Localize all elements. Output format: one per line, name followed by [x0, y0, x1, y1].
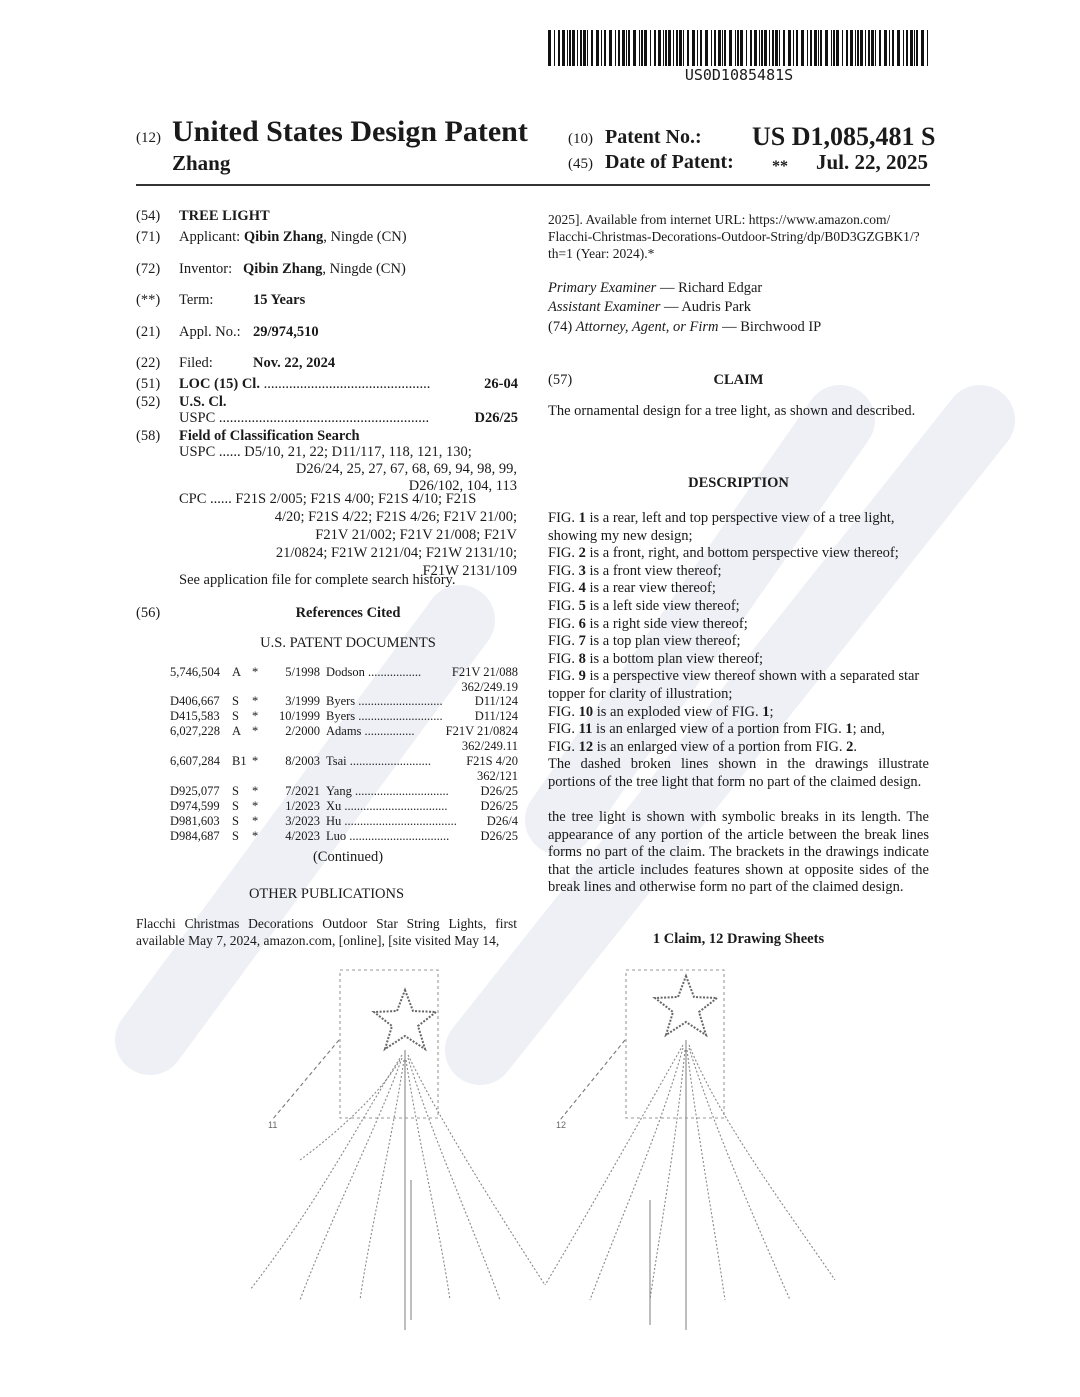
code: (21) — [136, 324, 161, 340]
location: , Ningde (CN) — [322, 261, 406, 277]
code: (**) — [136, 292, 161, 308]
fig-text: is a perspective view thereof shown with a separated star topper for clarity of illustration; — [548, 668, 920, 702]
cited-mark: * — [252, 814, 259, 828]
code: (74) — [548, 319, 573, 335]
ref-date: 5/1998 — [285, 665, 320, 679]
ref-date: 4/2023 — [285, 829, 320, 843]
patent-number: D974,599 — [170, 799, 220, 813]
label: Primary Examiner — [548, 280, 657, 296]
ref-numeral-12: 12 — [556, 1120, 567, 1130]
cpc-line: 4/20; F21S 4/22; F21S 4/26; F21V 21/00; — [274, 509, 517, 525]
ref-class: F21V 21/0824 — [445, 724, 518, 738]
patent-date: Jul. 22, 2025 — [816, 150, 929, 174]
leader: ........................... — [355, 694, 443, 708]
fig-word: FIG. — [548, 721, 579, 738]
cpc-line: 21/0824; F21W 2121/04; F21W 2131/10; — [275, 545, 517, 561]
leader: .................................... — [341, 814, 457, 828]
fig-text: is an enlarged view of a portion from FIG. — [593, 738, 847, 755]
code: (22) — [136, 355, 161, 371]
kind-code: A — [232, 724, 242, 738]
label: Filed: — [179, 355, 213, 371]
fig-word: FIG. — [548, 738, 579, 755]
fig-text: is an enlarged view of a portion from FIG. — [592, 721, 846, 738]
fig-number: 4 — [578, 580, 586, 597]
fig-number: 12 — [578, 738, 594, 755]
fig-end: ; — [769, 703, 774, 720]
ref-date: 7/2021 — [285, 784, 320, 798]
ref-class: F21S 4/20 — [466, 754, 518, 768]
kind-code: B1 — [232, 754, 247, 768]
fig-ref: 1 — [845, 721, 853, 738]
light-strands — [545, 1045, 835, 1300]
patent-number: 5,746,504 — [170, 665, 220, 679]
firm-name: Birchwood IP — [740, 319, 822, 335]
fig-number: 9 — [578, 668, 586, 685]
fig-text: is a bottom plan view thereof; — [585, 650, 764, 667]
fig-word: FIG. — [548, 650, 579, 667]
fig-text: is a rear, left and top perspective view of a tree light, showing my new design; — [548, 510, 895, 544]
cited-mark: * — [252, 694, 259, 708]
name: Dodson — [326, 665, 365, 679]
kind-code: S — [232, 694, 239, 708]
ref-class-2: 362/249.19 — [461, 680, 518, 694]
location: , Ningde (CN) — [323, 229, 407, 245]
fig-word: FIG. — [548, 668, 579, 685]
kind-code: S — [232, 829, 239, 843]
claims-sheets: 1 Claim, 12 Drawing Sheets — [652, 931, 825, 947]
name: Adams — [326, 724, 362, 738]
fig-ref: 2 — [846, 738, 854, 755]
fig-text: is a front view thereof; — [585, 562, 722, 579]
fig-number: 2 — [578, 545, 586, 562]
fig-text: is an exploded view of FIG. — [593, 703, 763, 720]
fig-text: is a top plan view thereof; — [585, 633, 741, 650]
date-label: Date of Patent: — [605, 151, 734, 173]
fig-word: FIG. — [548, 615, 579, 632]
examiner-name: Audris Park — [681, 299, 752, 315]
cited-mark: * — [252, 799, 259, 813]
ref-class: F21V 21/088 — [451, 665, 518, 679]
kind-code: A — [232, 665, 242, 679]
leader: ................................ — [346, 829, 450, 843]
assistant-examiner: Assistant Examiner — Audris Park — [548, 299, 752, 315]
ref-date: 3/1999 — [285, 694, 320, 708]
fig-word: FIG. — [548, 580, 579, 597]
name: Hu — [326, 814, 342, 828]
leader: .......................................................... — [215, 410, 430, 426]
uspc-line: D26/24, 25, 27, 67, 68, 69, 94, 98, 99, — [295, 461, 517, 477]
ref-class: D26/4 — [486, 814, 518, 828]
patent-number: D984,687 — [170, 829, 220, 843]
description-title: DESCRIPTION — [688, 475, 789, 491]
label: Applicant: — [179, 229, 241, 245]
code-57: (57) — [548, 372, 573, 388]
code: (56) — [136, 605, 161, 621]
leader: ................................. — [341, 799, 448, 813]
cpc-line: F21W 2131/109 — [422, 563, 517, 579]
star-topper — [655, 976, 717, 1035]
fig-number: 11 — [578, 721, 593, 738]
detail-box-12 — [626, 970, 724, 1118]
fig-word: FIG. — [548, 703, 579, 720]
date-mark: ** — [772, 158, 788, 175]
fig-word: FIG. — [548, 510, 579, 526]
attorney: (74) Attorney, Agent, or Firm — Birchwood IP — [548, 319, 822, 335]
code: (54) — [136, 208, 161, 224]
name: Byers — [326, 709, 356, 723]
fig-end: . — [853, 738, 858, 755]
star-topper — [374, 990, 436, 1049]
patent-number: D406,667 — [170, 694, 220, 708]
ref-date: 2/2000 — [285, 724, 320, 738]
label: Inventor: — [179, 261, 233, 277]
claim-text: The ornamental design for a tree light, as shown and described. — [548, 403, 916, 419]
document-type: United States Design Patent — [172, 115, 528, 148]
patent-number: 6,027,228 — [170, 724, 220, 738]
code-12: (12) — [136, 130, 161, 146]
ref-class: D26/25 — [480, 784, 518, 798]
kind-code: S — [232, 799, 239, 813]
us-docs-title: U.S. PATENT DOCUMENTS — [260, 635, 436, 651]
cpc-line: CPC ...... F21S 2/005; F21S 4/00; F21S 4/10; F21S — [179, 491, 477, 507]
patent-no-label: Patent No.: — [605, 126, 702, 148]
cited-mark: * — [252, 709, 259, 723]
fig-text: is a rear view thereof; — [585, 580, 716, 597]
patent-number: D925,077 — [170, 784, 220, 798]
filed-date: Nov. 22, 2024 — [253, 355, 336, 371]
tree-light-right — [545, 970, 835, 1330]
references-title: References Cited — [295, 605, 401, 621]
loc-value: 26-04 — [484, 376, 518, 392]
code: (58) — [136, 428, 161, 444]
fig-text: is a right side view thereof; — [585, 615, 748, 632]
kind-code: S — [232, 814, 239, 828]
fig-number: 10 — [578, 703, 594, 720]
label: LOC (15) Cl. — [179, 376, 260, 392]
examiner-name: Richard Edgar — [678, 280, 763, 296]
label: Field of Classification Search — [179, 428, 360, 444]
ref-date: 8/2003 — [285, 754, 320, 768]
kind-code: S — [232, 784, 239, 798]
breaks-paragraph: the tree light is shown with symbolic breaks in its length. The appearance of any portion of the article between the break lines forms no part of the claim. The brackets in the drawings indicate that the article includes features shown at opposite sides of the break lines and otherwise form no part of the claimed design. — [548, 809, 929, 896]
barcode-text: US0D1085481S — [684, 66, 794, 84]
other-pub-text: Flacchi Christmas Decorations Outdoor Star String Lights, first available May 7, 2024, amazon.com, [online], [site visited May 14, — [136, 916, 517, 948]
patent-number: D981,603 — [170, 814, 220, 828]
other-pub-continued: 2025]. Available from internet URL: https://www.amazon.com/ Flacchi-Christmas-Decorations-Outdoor-String/dp/B0D3GZGBK1/?th=1 (Year: 2024).* — [548, 212, 920, 261]
appl-no: 29/974,510 — [253, 324, 319, 340]
detail-box-11 — [340, 970, 438, 1118]
name: Xu — [326, 799, 342, 813]
leader: .......................... — [346, 754, 432, 768]
fig-end: ; and, — [852, 721, 885, 738]
ref-class-2: 362/249.11 — [461, 739, 518, 753]
uspc-line: USPC ...... D5/10, 21, 22; D11/117, 118, 121, 130; — [179, 444, 472, 460]
name: Tsai — [326, 754, 347, 768]
fig-text: is a left side view thereof; — [585, 597, 740, 614]
label: Attorney, Agent, or Firm — [575, 319, 719, 335]
fig-word: FIG. — [548, 597, 579, 614]
uspc-line: D26/102, 104, 113 — [408, 478, 517, 494]
name: Byers — [326, 694, 356, 708]
leader-line — [560, 1040, 625, 1120]
light-strands — [250, 1055, 545, 1300]
leader: .............................. — [351, 784, 449, 798]
term-value: 15 Years — [253, 292, 306, 308]
fig-text: is a front, right, and bottom perspective view thereof; — [585, 545, 899, 562]
cited-mark: * — [252, 724, 259, 738]
cited-mark: * — [252, 754, 259, 768]
ref-class: D11/124 — [474, 694, 518, 708]
label: U.S. Cl. — [179, 394, 227, 410]
uspc-value: D26/25 — [474, 410, 518, 426]
name: Luo — [326, 829, 347, 843]
kind-code: S — [232, 709, 239, 723]
fig-number: 7 — [578, 633, 586, 650]
ref-numeral-11: 11 — [268, 1120, 278, 1130]
code: (51) — [136, 376, 161, 392]
leader: .............................................. — [259, 376, 431, 392]
ref-class: D26/25 — [480, 799, 518, 813]
primary-examiner: Primary Examiner — Richard Edgar — [548, 280, 763, 296]
label: Assistant Examiner — [548, 299, 661, 315]
ref-date: 10/1999 — [279, 709, 320, 723]
code-45: (45) — [568, 156, 593, 172]
ref-date: 3/2023 — [285, 814, 320, 828]
name: Yang — [326, 784, 352, 798]
patent-number: US D1,085,481 S — [752, 122, 936, 151]
ref-class: D26/25 — [480, 829, 518, 843]
patent-number: 6,607,284 — [170, 754, 220, 768]
continued: (Continued) — [312, 849, 384, 865]
cited-mark: * — [252, 784, 259, 798]
fig-number: 8 — [578, 650, 586, 667]
cpc-line: F21V 21/002; F21V 21/008; F21V — [315, 527, 517, 543]
cited-mark: * — [252, 665, 259, 679]
ref-class: D11/124 — [474, 709, 518, 723]
label: USPC — [179, 410, 216, 426]
code-10: (10) — [568, 131, 593, 147]
fig-number: 6 — [578, 615, 586, 632]
search-note: See application file for complete search history. — [179, 572, 456, 588]
other-pubs-title: OTHER PUBLICATIONS — [248, 886, 405, 902]
title: TREE LIGHT — [179, 208, 270, 224]
tree-light-left — [250, 970, 545, 1330]
inventor-name: Qibin Zhang — [243, 261, 323, 277]
applicant-name: Qibin Zhang — [243, 229, 324, 245]
fig-number: 1 — [578, 510, 586, 526]
fig-number: 3 — [578, 562, 586, 579]
broken-lines-paragraph: The dashed broken lines shown in the drawings illustrate portions of the tree light that form no part of the claimed design. — [548, 756, 929, 790]
claim-title: CLAIM — [713, 372, 764, 388]
fig-word: FIG. — [548, 633, 579, 650]
code: (72) — [136, 261, 161, 277]
fig-number: 5 — [578, 597, 586, 614]
label: Term: — [179, 292, 214, 308]
inventor-short: Zhang — [172, 151, 231, 175]
fig-word: FIG. — [548, 562, 579, 579]
leader: ................ — [361, 724, 415, 738]
ref-class-2: 362/121 — [477, 769, 518, 783]
leader-line — [272, 1040, 339, 1120]
cited-mark: * — [252, 829, 259, 843]
code: (71) — [136, 229, 161, 245]
leader: ................. — [364, 665, 422, 679]
ref-date: 1/2023 — [285, 799, 320, 813]
label: Appl. No.: — [179, 324, 241, 340]
leader: ........................... — [355, 709, 443, 723]
code: (52) — [136, 394, 161, 410]
patent-number: D415,583 — [170, 709, 220, 723]
fig-ref: 1 — [762, 703, 770, 720]
fig-word: FIG. — [548, 545, 579, 562]
